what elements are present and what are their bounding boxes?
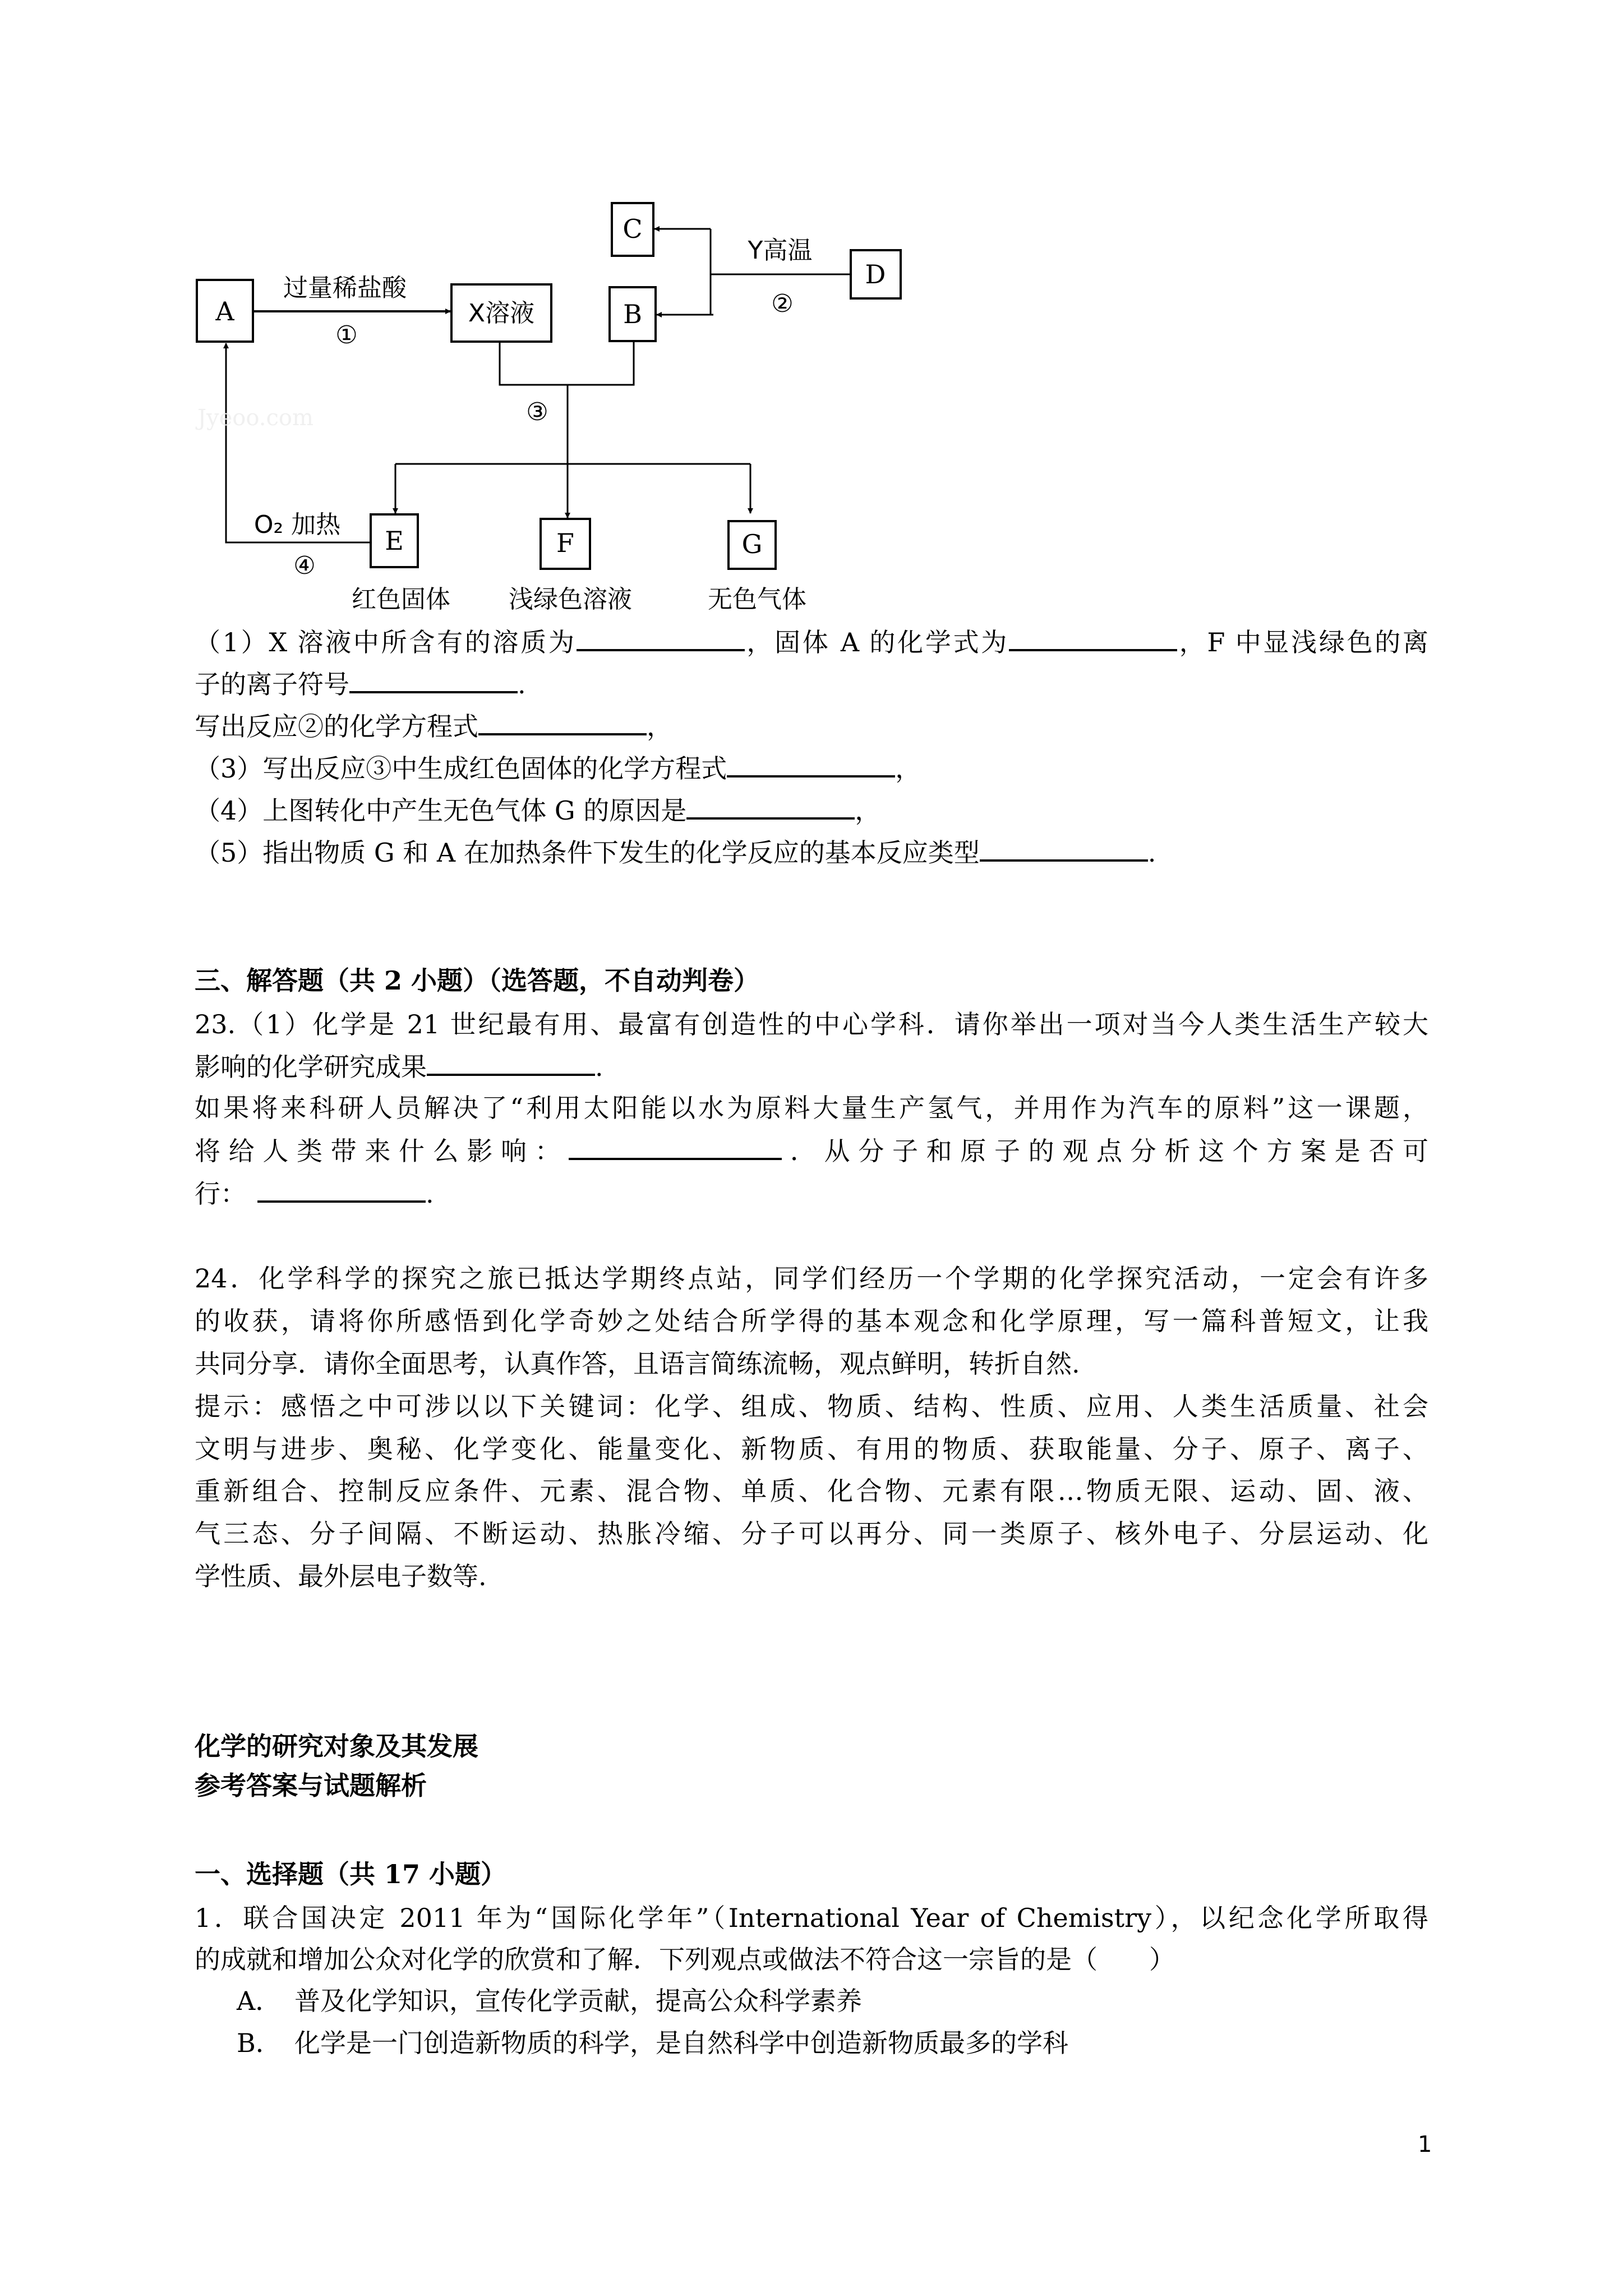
- section-3-heading: 三、解答题（共 2 小题）（选答题，不自动判卷）: [195, 965, 760, 996]
- answer-blank[interactable]: [1009, 620, 1177, 651]
- reaction-flow-diagram: [0, 0, 1623, 645]
- page-number: 1: [1418, 2132, 1432, 2157]
- watermark: Jyeoo.com: [197, 405, 313, 431]
- edge-label-excess-hcl: 过量稀盐酸: [283, 274, 407, 302]
- answers-title: 化学的研究对象及其发展: [195, 1731, 478, 1761]
- answer-blank[interactable]: [577, 620, 745, 651]
- answer-blank[interactable]: [349, 662, 518, 693]
- node-label-e: E: [385, 526, 404, 556]
- reaction-number-4: ④: [293, 551, 316, 580]
- node-label-b: B: [623, 299, 642, 329]
- node-label-d: D: [865, 259, 886, 289]
- caption-light-green-solution: 浅绿色溶液: [509, 585, 632, 614]
- q24-line: 学性质、最外层电子数等.: [195, 1561, 487, 1591]
- reaction-number-3: ③: [526, 398, 548, 426]
- q24-line: 气三态、分子间隔、不断运动、热胀冷缩、分子可以再分、同一类原子、核外电子、分层运动、化: [195, 1519, 1428, 1549]
- q24-line: 的收获，请将你所感悟到化学奇妙之处结合所学得的基本观念和化学原理，写一篇科普短文，让我: [195, 1306, 1428, 1336]
- answer-blank[interactable]: [980, 830, 1148, 862]
- bracket-x-b: [500, 341, 634, 385]
- node-label-f: F: [556, 528, 574, 558]
- q23-line-3: 如果将来科研人员解决了“利用太阳能以水为原料大量生产氢气，并用作为汽车的原料”这一课题，: [195, 1093, 1428, 1123]
- q24-line: 提示：感悟之中可涉以以下关键词：化学、组成、物质、结构、性质、应用、人类生活质量、社会: [195, 1391, 1428, 1421]
- q23-line-1: 23.（1）化学是 21 世纪最有用、最富有创造性的中心学科．请你举出一项对当今人类生活生产较大: [195, 1009, 1428, 1039]
- reaction-number-1: ①: [335, 321, 358, 349]
- edge-label-o2-heat: O₂ 加热: [253, 510, 341, 539]
- q24-line: 重新组合、控制反应条件、元素、混合物、单质、化合物、元素有限…物质无限、运动、固、液、: [195, 1476, 1428, 1506]
- answer-blank[interactable]: [686, 788, 855, 820]
- caption-red-solid: 红色固体: [352, 585, 450, 614]
- caption-colorless-gas: 无色气体: [708, 585, 806, 614]
- answer-q1-line-1: 1．联合国决定 2011 年为“国际化学年”（International Year of Chemistry），以纪念化学所取得: [195, 1903, 1428, 1933]
- answer-q1-line-2: 的成就和增加公众对化学的欣赏和了解．下列观点或做法不符合这一宗旨的是（ ）: [195, 1944, 1175, 1975]
- answer-blank[interactable]: [478, 704, 647, 735]
- question-4: （4）上图转化中产生无色气体 G 的原因是 ，: [195, 788, 1428, 831]
- q24-line: 文明与进步、奥秘、化学变化、能量变化、新物质、有用的物质、获取能量、分子、原子、离子、: [195, 1434, 1428, 1464]
- question-5: （5）指出物质 G 和 A 在加热条件下发生的化学反应的基本反应类型 .: [195, 830, 1428, 873]
- node-label-c: C: [623, 214, 643, 244]
- q23-line-5: 行： .: [195, 1171, 1428, 1214]
- question-2: 写出反应②的化学方程式 ，: [195, 704, 1428, 747]
- q23-line-2: 影响的化学研究成果 .: [195, 1045, 1428, 1087]
- answer-blank[interactable]: [727, 746, 895, 777]
- question-3: （3）写出反应③中生成红色固体的化学方程式 ，: [195, 746, 1428, 789]
- question-1-line-1: （1）X 溶液中所含有的溶质为 ，固体 A 的化学式为 ，F 中显浅绿色的离: [195, 620, 1428, 662]
- edge-label-y-high-temp: Y高温: [748, 236, 813, 265]
- node-label-a: A: [215, 296, 234, 326]
- answer-blank[interactable]: [569, 1129, 782, 1160]
- section-1-heading: 一、选择题（共 17 小题）: [195, 1859, 507, 1889]
- node-label-x: X溶液: [468, 299, 535, 328]
- reaction-number-2: ②: [771, 289, 794, 318]
- answer-blank[interactable]: [257, 1171, 426, 1203]
- question-1-line-2: 子的离子符号 .: [195, 662, 1428, 705]
- answer-blank[interactable]: [427, 1045, 595, 1076]
- q24-line: 共同分享．请你全面思考，认真作答，且语言简练流畅，观点鲜明，转折自然.: [195, 1349, 1080, 1379]
- option-a: A． 普及化学知识，宣传化学贡献，提高公众科学素养: [237, 1986, 862, 2016]
- option-b: B． 化学是一门创造新物质的科学，是自然科学中创造新物质最多的学科: [237, 2028, 1068, 2058]
- q23-line-4: 将给人类带来什么影响： ．从分子和原子的观点分析这个方案是否可: [195, 1129, 1428, 1171]
- answers-subtitle: 参考答案与试题解析: [195, 1770, 427, 1801]
- q24-line: 24．化学科学的探究之旅已抵达学期终点站，同学们经历一个学期的化学探究活动，一定会有许多: [195, 1263, 1428, 1294]
- node-label-g: G: [741, 529, 763, 559]
